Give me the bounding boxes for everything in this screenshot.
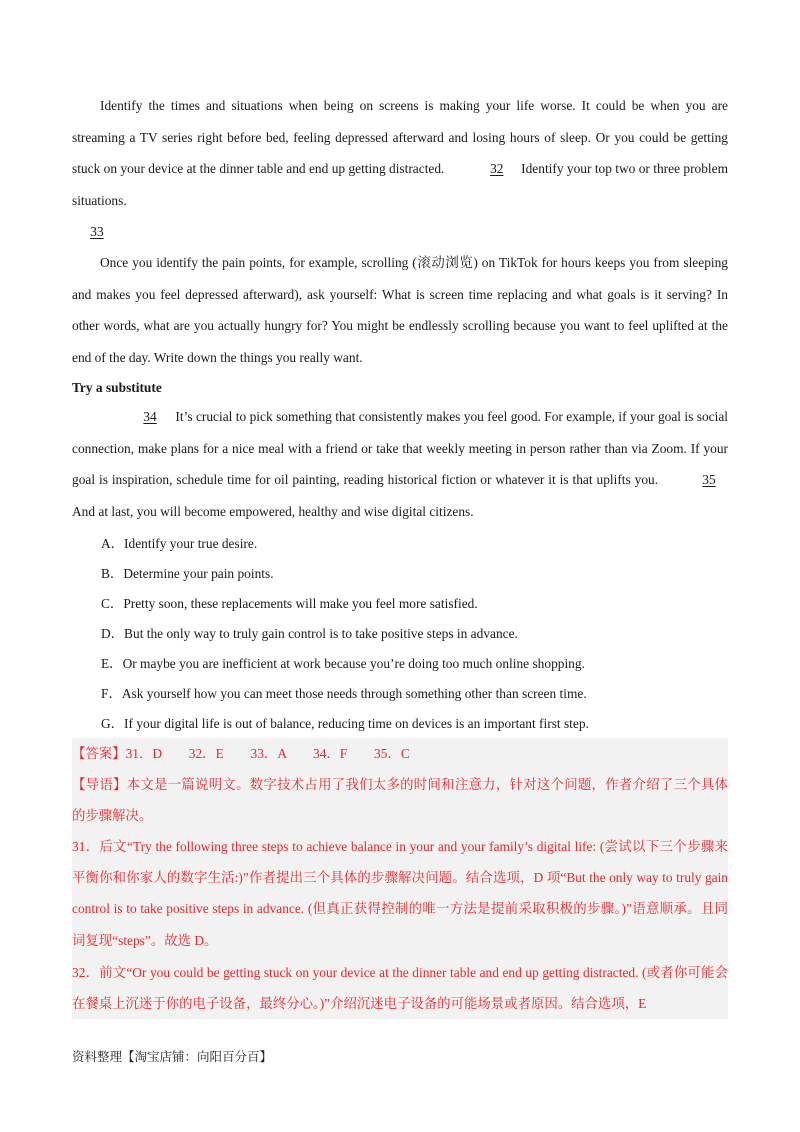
answer-items: 31．D 32．E 33．A 34．F 35．C: [125, 746, 410, 761]
blank-33-line: [72, 224, 122, 240]
paragraph-3: 34 It’s crucial to pick something that consistently makes you feel good. For example, if your goal is social connection, make plans for a nice meal with a friend or take that weekly meeting in person rather than via Zoom. If your goal is inspiration, schedule time for oil painting, reading historical fiction or whatever it is that uplifts you. 35 And at last, you will become empowered, healthy and wise digital citizens.: [72, 401, 728, 528]
blank-32[interactable]: 32: [490, 161, 504, 177]
blank-34[interactable]: 34: [143, 409, 157, 424]
section-heading: Try a substitute: [72, 380, 162, 395]
option-g: G．If your digital life is out of balance, reducing time on devices is an important first step.: [101, 716, 589, 731]
answer-label: 【答案】: [72, 746, 126, 761]
guide-text: 【导语】本文是一篇说明文。数字技术占用了我们太多的时间和注意力，针对这个问题，作者介绍了三个具体的步骤解决。: [72, 777, 728, 824]
paragraph-1: Identify the times and situations when being on screens is making your life worse. It could be when you are streaming a TV series right before bed, feeling depressed afterward and losing hours of sleep. Or you could be getting stuck on your device at the dinner table and end up getting distracted. 32 Identify your top two or three problem situations.: [72, 98, 729, 209]
blank-33[interactable]: 33: [90, 224, 104, 239]
blank-35[interactable]: 35: [702, 472, 716, 488]
option-c: C．Pretty soon, these replacements will make you feel more satisfied.: [101, 596, 478, 611]
footer-source: 资料整理【淘宝店铺：向阳百分百】: [72, 1049, 273, 1064]
option-f: F．Ask yourself how you can meet those needs through something other than screen time.: [101, 686, 587, 701]
option-d: D．But the only way to truly gain control is to take positive steps in advance.: [101, 626, 518, 641]
explanation-31: 31．后文“Try the following three steps to achieve balance in your and your family’s digital life: (尝试以下三个步骤来平衡你和你家人的数字生活:)”作者提出三个具体的步骤解决问题。结合选项，D 项“But the only way to truly gain control is to take positive steps in advance. (但真正获得控制的唯一方法是提前采取积极的步骤。)”语意顺承。且同词复现“steps”。故选 D。: [72, 839, 728, 948]
paragraph-2: Once you identify the pain points, for example, scrolling (滚动浏览) on TikTok for hours keeps you from sleeping and makes you feel depressed afterward), ask yourself: What is screen time replacing and what goals is it serving? In other words, what are you actually hungry for? You might be endlessly scrolling because you want to feel uplifted at the end of the day. Write down the things you really want.: [72, 255, 728, 366]
option-b: B．Determine your pain points.: [101, 566, 274, 581]
option-a: A．Identify your true desire.: [101, 536, 258, 551]
answer-line: [72, 738, 728, 769]
explanation-32: 32．前文“Or you could be getting stuck on your device at the dinner table and end up getting distracted. (或者你可能会在餐桌上沉迷于你的电子设备，最终分心。)”介绍沉迷电子设备的可能场景或者原因。结合选项，E: [72, 965, 728, 1012]
option-e: E．Or maybe you are inefficient at work because you’re doing too much online shopping.: [101, 656, 585, 671]
